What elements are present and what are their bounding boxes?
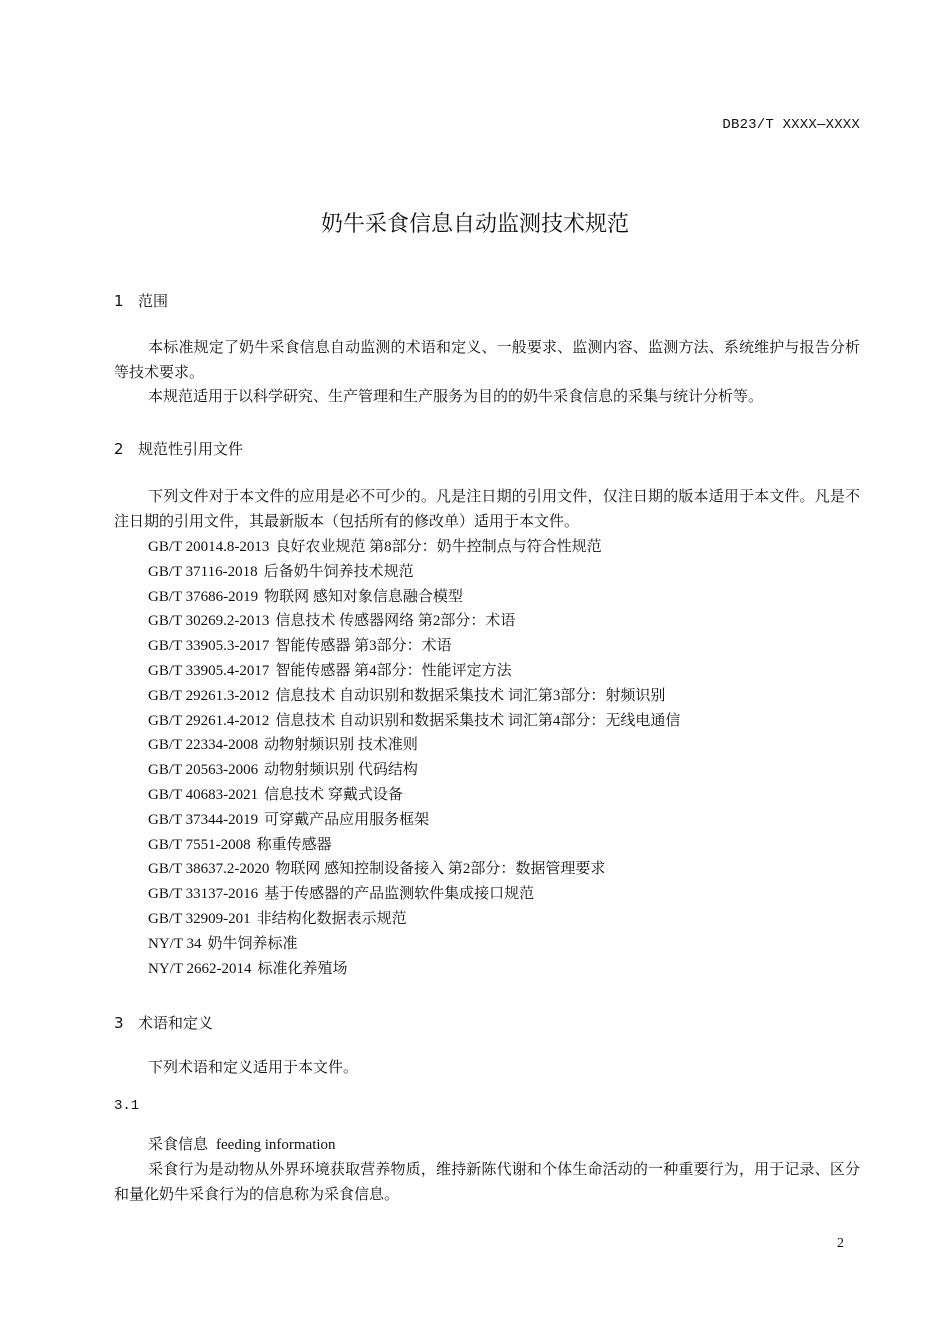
section-heading-scope <box>114 290 168 311</box>
reference-code: NY/T 34 <box>148 935 202 952</box>
reference-item <box>148 758 680 783</box>
reference-item <box>148 733 680 758</box>
section-heading-terms-and-definitions <box>114 1012 213 1033</box>
reference-title: 基于传感器的产品监测软件集成接口规范 <box>264 886 535 903</box>
paragraph: 本标准规定了奶牛采食信息自动监测的术语和定义、一般要求、监测内容、监测方法、系统维护与报告分析等技术要求。 <box>114 340 860 381</box>
paragraph: 下列文件对于本文件的应用是必不可少的。凡是注日期的引用文件，仅注日期的版本适用于本文件。凡是不注日期的引用文件，其最新版本（包括所有的修改单）适用于本文件。 <box>114 489 860 530</box>
reference-item <box>148 659 680 684</box>
term-chinese: 采食信息 <box>148 1135 209 1153</box>
reference-title: 智能传感器 第3部分：术语 <box>275 638 452 655</box>
reference-item <box>148 857 680 882</box>
reference-item <box>148 957 680 982</box>
reference-title: 物联网 感知控制设备接入 第2部分：数据管理要求 <box>275 861 606 878</box>
reference-code: GB/T 30269.2-2013 <box>148 613 270 630</box>
reference-code: GB/T 32909-201 <box>148 910 251 927</box>
reference-title: 奶牛饲养标准 <box>207 935 298 952</box>
reference-title: 称重传感器 <box>256 836 332 853</box>
reference-title: 动物射频识别 技术准则 <box>264 737 418 754</box>
paragraph: 下列术语和定义适用于本文件。 <box>148 1060 359 1076</box>
section-number: 1 <box>114 292 124 310</box>
section-number: 2 <box>114 440 124 458</box>
reference-title: 良好农业规范 第8部分：奶牛控制点与符合性规范 <box>275 539 602 555</box>
reference-item <box>148 535 680 560</box>
clause-number: 3.1 <box>114 1098 140 1114</box>
paragraph: 本规范适用于以科学研究、生产管理和生产服务为目的的奶牛采食信息的采集与统计分析等。 <box>148 389 764 405</box>
reference-list <box>148 535 680 981</box>
reference-item <box>148 808 680 833</box>
reference-title: 信息技术 传感器网络 第2部分：术语 <box>275 613 516 630</box>
reference-item <box>148 833 680 858</box>
page-number: 2 <box>837 1236 844 1251</box>
reference-item <box>148 882 680 907</box>
reference-item <box>148 932 680 957</box>
reference-item <box>148 634 680 659</box>
reference-title: 信息技术 自动识别和数据采集技术 词汇第4部分：无线电通信 <box>275 712 681 729</box>
reference-item <box>148 783 680 808</box>
section-heading-normative-references <box>114 438 243 459</box>
reference-title: 信息技术 穿戴式设备 <box>264 786 403 803</box>
reference-item <box>148 560 680 585</box>
reference-title: 非结构化数据表示规范 <box>256 910 407 927</box>
reference-code: GB/T 29261.3-2012 <box>148 687 270 704</box>
reference-code: GB/T 38637.2-2020 <box>148 861 270 878</box>
reference-title: 智能传感器 第4部分：性能评定方法 <box>275 662 512 679</box>
reference-item <box>148 609 680 634</box>
section-number: 3 <box>114 1014 124 1032</box>
reference-title: 信息技术 自动识别和数据采集技术 词汇第3部分：射频识别 <box>275 687 666 704</box>
term-entry <box>148 1133 336 1154</box>
section-title: 术语和定义 <box>138 1014 214 1032</box>
document-number: DB23/T XXXX—XXXX <box>722 117 860 133</box>
reference-code: GB/T 22334-2008 <box>148 737 259 754</box>
reference-title: 后备奶牛饲养技术规范 <box>263 563 414 580</box>
term-english: feeding information <box>216 1137 336 1153</box>
reference-code: GB/T 33905.4-2017 <box>148 662 270 679</box>
reference-item <box>148 709 680 734</box>
reference-code: GB/T 40683-2021 <box>148 786 259 803</box>
reference-code: GB/T 33905.3-2017 <box>148 638 270 655</box>
reference-code: NY/T 2662-2014 <box>148 960 252 977</box>
reference-item <box>148 684 680 709</box>
term-definition: 采食行为是动物从外界环境获取营养物质，维持新陈代谢和个体生命活动的一种重要行为，用于记录、区分和量化奶牛采食行为的信息称为采食信息。 <box>114 1162 860 1203</box>
reference-title: 动物射频识别 代码结构 <box>264 762 418 779</box>
section-title: 规范性引用文件 <box>138 440 244 458</box>
reference-code: GB/T 20563-2006 <box>148 762 259 779</box>
reference-title: 物联网 感知对象信息融合模型 <box>264 588 463 605</box>
reference-code: GB/T 29261.4-2012 <box>148 712 270 729</box>
reference-code: GB/T 37344-2019 <box>148 811 259 828</box>
reference-code: GB/T 37116-2018 <box>148 563 258 580</box>
reference-item <box>148 907 680 932</box>
document-title: 奶牛采食信息自动监测技术规范 <box>320 212 629 237</box>
section-title: 范围 <box>138 292 169 310</box>
reference-code: GB/T 7551-2008 <box>148 836 251 853</box>
reference-item <box>148 585 680 610</box>
reference-code: GB/T 33137-2016 <box>148 886 259 903</box>
reference-code: GB/T 37686-2019 <box>148 588 259 605</box>
reference-code: GB/T 20014.8-2013 <box>148 539 270 555</box>
reference-title: 标准化养殖场 <box>257 960 348 977</box>
reference-title: 可穿戴产品应用服务框架 <box>264 811 430 828</box>
